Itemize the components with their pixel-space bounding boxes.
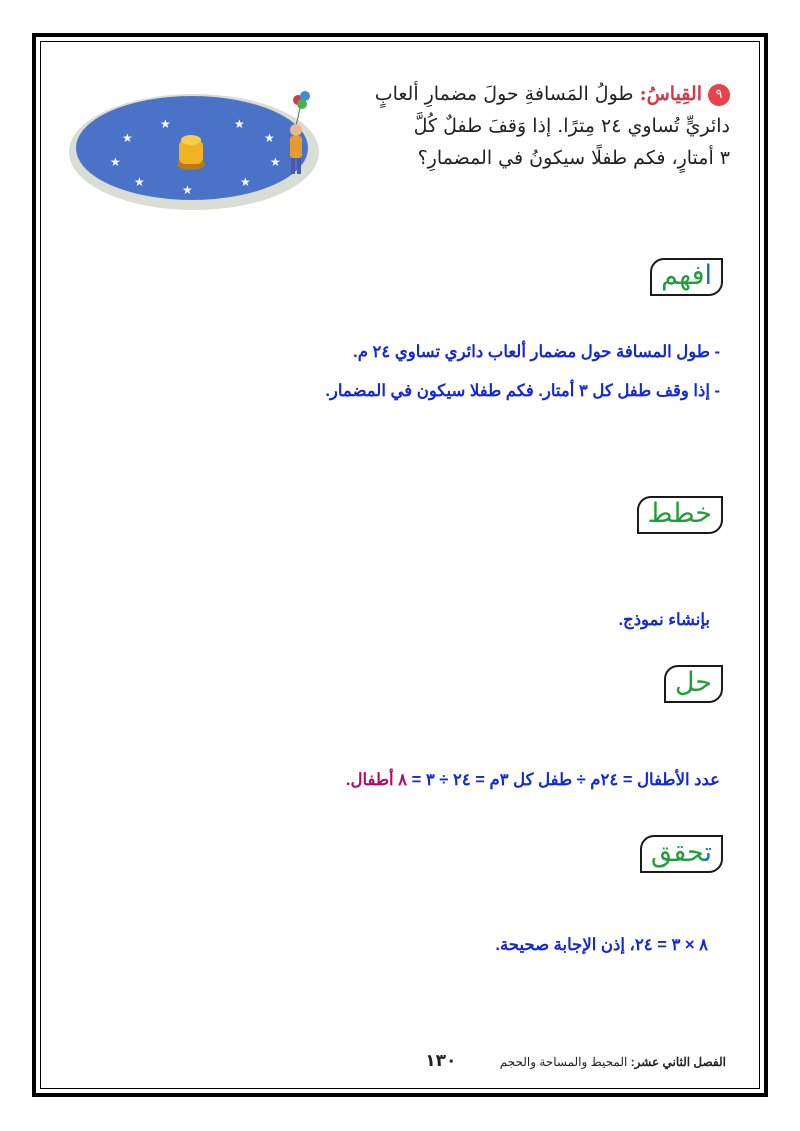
section-tag-understand-rest: فهم xyxy=(661,260,705,291)
star-icon: ★ xyxy=(234,117,245,131)
section-tag-check-rest: حقق xyxy=(650,837,705,868)
problem-keyword: القِياسُ: xyxy=(639,83,702,105)
section-tag-check xyxy=(640,835,723,873)
star-icon: ★ xyxy=(270,155,281,169)
page-footer xyxy=(46,1051,726,1071)
section-tag-understand xyxy=(650,258,723,296)
problem-number-badge: ٩ xyxy=(708,84,730,106)
solve-line xyxy=(346,770,720,790)
star-icon: ★ xyxy=(182,183,193,197)
problem-text-line-1: طولُ المَسافةِ حولَ مضمارِ ألعابٍ xyxy=(374,83,634,105)
footer-topic: المحيط والمساحة والحجم xyxy=(499,1055,628,1069)
solve-answer: ٨ أطفال. xyxy=(345,771,408,789)
star-icon: ★ xyxy=(134,175,145,189)
problem-statement xyxy=(310,78,730,174)
star-icon: ★ xyxy=(160,117,171,131)
center-post-icon xyxy=(177,135,205,170)
understand-line-2: - إذا وقف طفل كل ٣ أمتار. فكم طفلا سيكون في المضمار. xyxy=(325,382,720,400)
track-illustration-svg xyxy=(64,82,326,212)
section-tag-solve: حل xyxy=(664,665,723,703)
section-tag-check-lead: ت xyxy=(704,837,712,868)
page-number: ١٣٠ xyxy=(425,1051,457,1071)
plan-text: بإنشاء نموذج. xyxy=(618,611,710,629)
footer-chapter: الفصل الثاني عشر: xyxy=(630,1055,726,1069)
solve-equation: عدد الأطفال = ٢٤م ÷ طفل كل ٣م = ٢٤ ÷ ٣ = xyxy=(407,771,720,789)
section-tag-plan: خطط xyxy=(637,496,723,534)
check-text: ٨ × ٣ = ٢٤، إذن الإجابة صحيحة. xyxy=(495,936,708,954)
track-illustration xyxy=(64,82,326,212)
star-icon: ★ xyxy=(240,175,251,189)
star-icon: ★ xyxy=(110,155,121,169)
understand-line-1: - طول المسافة حول مضمار ألعاب دائري تساوي ٢٤ م. xyxy=(353,343,720,361)
star-icon: ★ xyxy=(122,131,133,145)
star-icon: ★ xyxy=(264,131,275,145)
problem-text-line-2: دائريٍّ تُساوي ٢٤ مِترًا. إذا وَقفَ طفلٌ كُلَّ xyxy=(413,115,730,137)
problem-text-line-3: ٣ أمتارٍ، فكم طفلًا سيكونُ في المضمارِ؟ xyxy=(417,147,730,169)
section-tag-understand-lead: ا xyxy=(704,260,712,291)
problem-line-1 xyxy=(310,78,730,110)
